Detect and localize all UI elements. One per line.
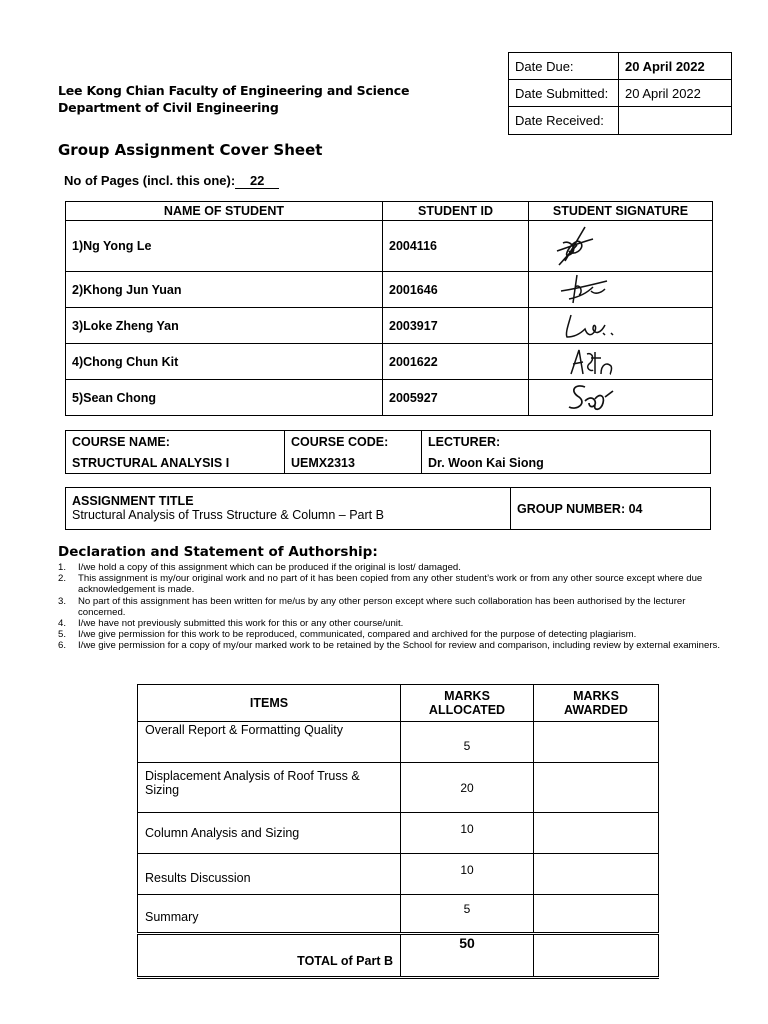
table-row xyxy=(138,854,659,895)
date-box xyxy=(508,52,732,135)
date-due-value: 20 April 2022 xyxy=(619,53,732,80)
faculty-heading xyxy=(58,82,409,116)
student-id: 2001646 xyxy=(383,272,529,308)
page-count xyxy=(64,173,279,189)
signature-image xyxy=(535,273,625,307)
mark-allocated: 10 xyxy=(401,813,534,854)
list-item: 5. I/we give permission for this work to be reproduced, communicated, compared and archived for the purpose of detecting plagiarism. xyxy=(58,629,637,641)
table-row xyxy=(138,722,659,763)
signature-cell xyxy=(529,344,713,380)
list-item: 6. I/we give permission for a copy of my/our marked work to be retained by the School for review and comparison, including review by external examiners. xyxy=(58,640,721,652)
course-name-label: COURSE NAME: xyxy=(66,431,285,453)
lecturer-value: Dr. Woon Kai Siong xyxy=(422,452,711,474)
table-row xyxy=(66,272,713,308)
declaration-list xyxy=(58,562,734,652)
table-row xyxy=(66,344,713,380)
student-name: 5)Sean Chong xyxy=(66,380,383,416)
group-number: GROUP NUMBER: 04 xyxy=(511,488,711,530)
assignment-box xyxy=(65,487,711,530)
mark-allocated: 20 xyxy=(401,763,534,813)
col-header-id: STUDENT ID xyxy=(383,202,529,221)
student-name: 2)Khong Jun Yuan xyxy=(66,272,383,308)
col-header-awarded: MARKS AWARDED xyxy=(534,685,659,722)
mark-allocated: 5 xyxy=(401,722,534,763)
signature-cell xyxy=(529,308,713,344)
table-row xyxy=(138,763,659,813)
declaration-title: Declaration and Statement of Authorship: xyxy=(58,544,378,560)
date-submitted-label: Date Submitted: xyxy=(509,80,619,107)
page-count-value: 22 xyxy=(235,173,279,189)
mark-awarded xyxy=(534,854,659,895)
signature-cell xyxy=(529,221,713,272)
student-name: 3)Loke Zheng Yan xyxy=(66,308,383,344)
student-id: 2005927 xyxy=(383,380,529,416)
table-row xyxy=(66,380,713,416)
student-name: 4)Chong Chun Kit xyxy=(66,344,383,380)
page-count-label: No of Pages (incl. this one): xyxy=(64,173,236,188)
mark-item: Summary xyxy=(138,895,401,934)
total-label: TOTAL of Part B xyxy=(138,934,401,978)
lecturer-label: LECTURER: xyxy=(422,431,711,453)
assignment-title-cell xyxy=(66,488,511,530)
mark-item: Results Discussion xyxy=(138,854,401,895)
course-code-value: UEMX2313 xyxy=(285,452,422,474)
mark-awarded xyxy=(534,813,659,854)
date-received-value xyxy=(619,107,732,135)
col-header-name: NAME OF STUDENT xyxy=(66,202,383,221)
col-header-items: ITEMS xyxy=(138,685,401,722)
list-item: 2. This assignment is my/our original work and no part of it has been copied from any other student’s work or from any other source except where due acknowledgement is made. xyxy=(58,573,703,596)
table-row xyxy=(66,308,713,344)
course-box xyxy=(65,430,711,474)
table-row xyxy=(66,221,713,272)
mark-item: Overall Report & Formatting Quality xyxy=(138,722,401,763)
table-row xyxy=(138,813,659,854)
mark-awarded xyxy=(534,895,659,934)
signature-image xyxy=(535,346,625,378)
mark-awarded xyxy=(534,722,659,763)
page-title: Group Assignment Cover Sheet xyxy=(58,141,323,159)
signature-cell xyxy=(529,380,713,416)
mark-awarded xyxy=(534,763,659,813)
list-item: 4. I/we have not previously submitted this work for this or any other course/unit. xyxy=(58,618,404,630)
list-item: 3. No part of this assignment has been written for me/us by any other person except where such collaboration has been authorised by the lecturer concerned. xyxy=(58,595,686,618)
total-awarded xyxy=(534,934,659,978)
signature-image xyxy=(535,311,625,341)
student-id: 2001622 xyxy=(383,344,529,380)
signature-image xyxy=(535,381,625,415)
faculty-name: Lee Kong Chian Faculty of Engineering and Science xyxy=(58,83,410,98)
student-name: 1)Ng Yong Le xyxy=(66,221,383,272)
student-id: 2004116 xyxy=(383,221,529,272)
total-row xyxy=(138,934,659,978)
date-submitted-value: 20 April 2022 xyxy=(619,80,732,107)
date-received-label: Date Received: xyxy=(509,107,619,135)
course-code-label: COURSE CODE: xyxy=(285,431,422,453)
students-table xyxy=(65,201,713,416)
mark-item: Displacement Analysis of Roof Truss & Sizing xyxy=(138,763,401,813)
signature-cell xyxy=(529,272,713,308)
mark-allocated: 10 xyxy=(401,854,534,895)
assignment-title-value: Structural Analysis of Truss Structure & Column – Part B xyxy=(72,508,384,522)
student-id: 2003917 xyxy=(383,308,529,344)
col-header-allocated: MARKS ALLOCATED xyxy=(401,685,534,722)
marks-table xyxy=(137,684,659,979)
assignment-title-label: ASSIGNMENT TITLE xyxy=(72,494,194,508)
mark-allocated: 5 xyxy=(401,895,534,934)
col-header-signature: STUDENT SIGNATURE xyxy=(529,202,713,221)
mark-item: Column Analysis and Sizing xyxy=(138,813,401,854)
signature-image xyxy=(535,221,605,271)
date-due-label: Date Due: xyxy=(509,53,619,80)
list-item: 1. I/we hold a copy of this assignment which can be produced if the original is lost/ damaged. xyxy=(58,562,461,573)
department-name: Department of Civil Engineering xyxy=(58,100,279,115)
course-name-value: STRUCTURAL ANALYSIS I xyxy=(66,452,285,474)
total-allocated: 50 xyxy=(401,934,534,978)
table-row xyxy=(138,895,659,934)
